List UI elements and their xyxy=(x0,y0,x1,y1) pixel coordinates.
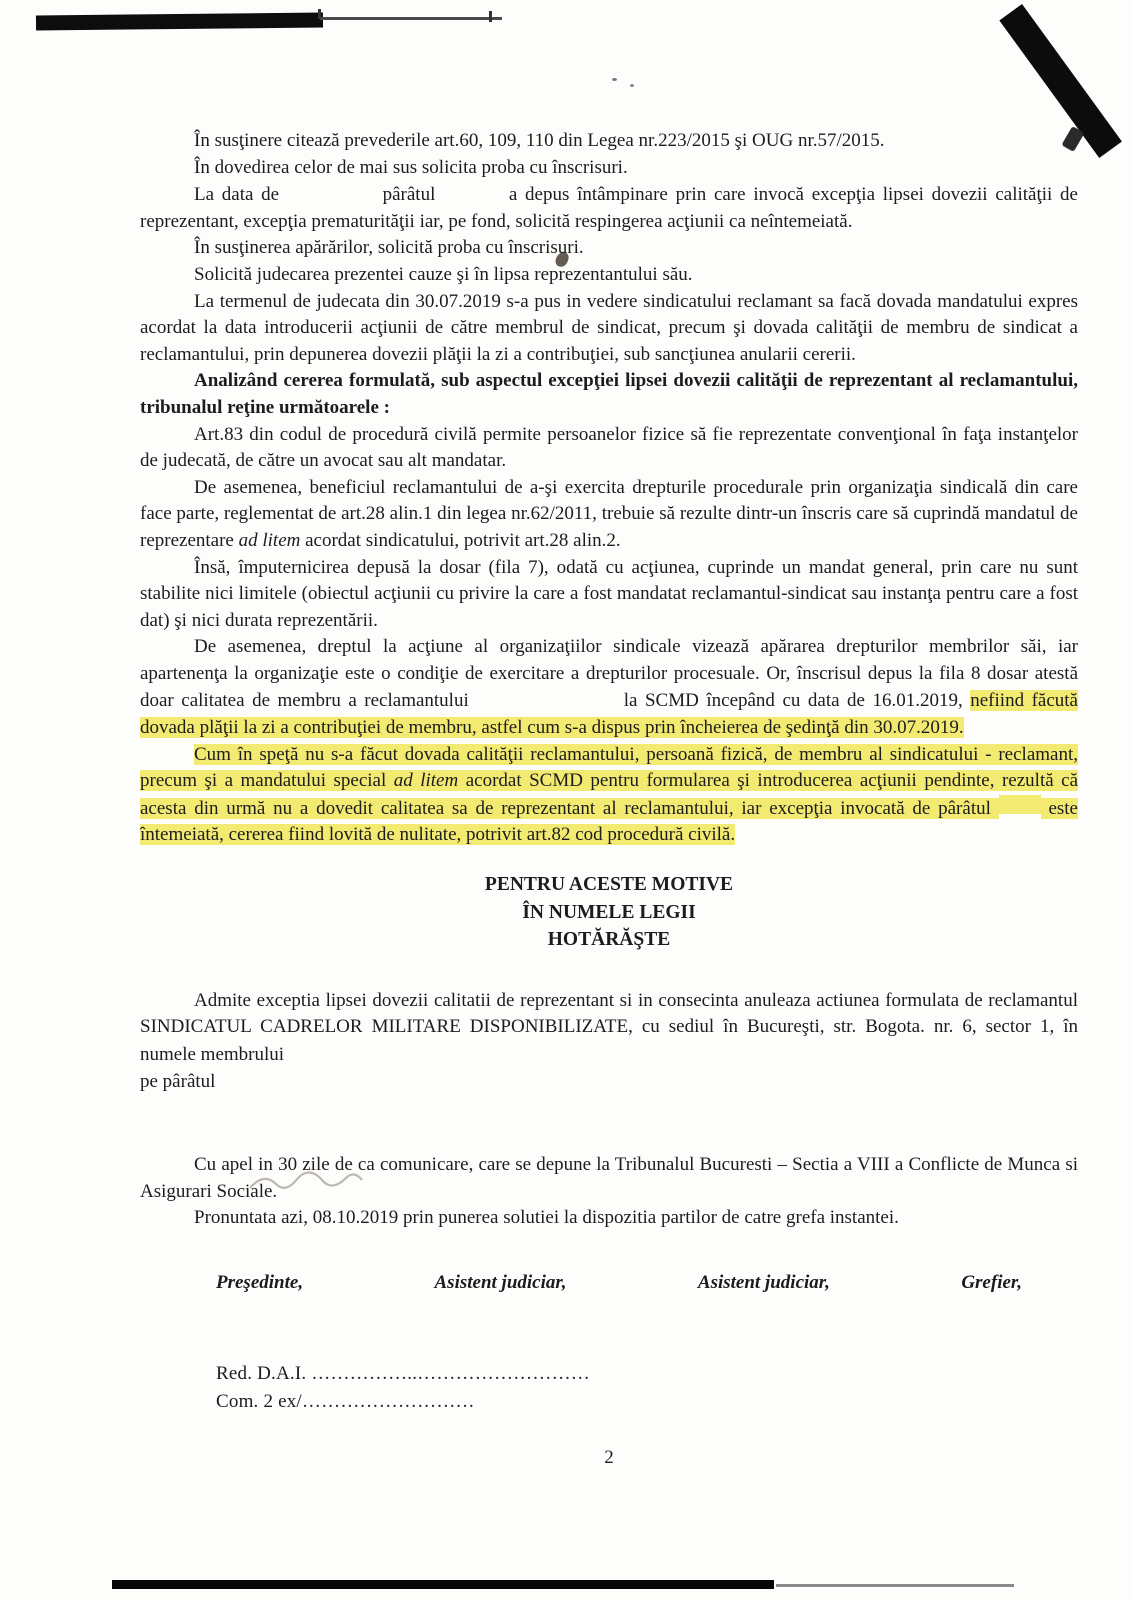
paragraph xyxy=(140,235,1078,262)
page-number: 2 xyxy=(604,1447,614,1469)
paragraph xyxy=(140,742,1078,849)
paragraph xyxy=(140,1205,1078,1232)
text-segment: acordat sindicatului, potrivit art.28 alin.2. xyxy=(300,529,621,551)
text-segment: În dovedirea celor de mai sus solicita proba cu înscrisuri. xyxy=(194,156,628,178)
redaction-gap xyxy=(289,1041,325,1060)
com-line: Com. 2 ex/……………………… xyxy=(216,1390,475,1412)
ruling-heading-line: HOTĂRĂŞTE xyxy=(547,929,671,951)
paragraph xyxy=(140,262,1078,289)
ruling-heading-line: PENTRU ACESTE MOTIVE xyxy=(484,874,734,896)
redaction-gap xyxy=(443,181,501,200)
text-segment: Pronuntata azi, 08.10.2019 prin punerea solutiei la dispozitia partilor de catre grefa instantei. xyxy=(194,1207,899,1229)
text-segment: La termenul de judecata din 30.07.2019 s-a pus in vedere sindicatului reclamant sa facă dovada mandatului expres acordat la data introducerii acţiunii de către membrul de sindicat, precum şi dovada calităţii de membru de sindicat a reclamantului, prin depunerea dovezii plăţii la zi a contribuţiei, sub sancţiunea anularii cererii. xyxy=(140,290,1078,365)
text-segment: este întemeiată, cererea fiind lovită de nulitate, potrivit art.82 cod procedură civilă. xyxy=(140,797,1078,846)
text-segment: ad litem xyxy=(238,529,301,551)
paragraph xyxy=(140,555,1078,635)
document-body-top xyxy=(140,128,1078,849)
scan-speck xyxy=(612,78,617,81)
redaction-gap xyxy=(220,1068,290,1087)
ruling-heading-line: ÎN NUMELE LEGII xyxy=(522,901,696,923)
text-segment: Analizând cererea formulată, sub aspectul excepţiei lipsei dovezii calităţii de reprezentant al reclamantului, tribunalul reţine următoarele : xyxy=(140,370,1078,418)
signature-row xyxy=(216,1270,1022,1297)
scan-bottom-bar xyxy=(112,1580,774,1589)
document-text xyxy=(140,128,1078,1472)
text-segment: Admite exceptia lipsei dovezii calitatii de reprezentant si in consecinta anuleaza actiunea formulata de reclamantul SINDICATUL CADRELOR MILITARE DISPONIBILIZATE, cu sediul în Bucureşti, str. Bogota. nr. 6, sector 1, în numele membrului xyxy=(140,989,1078,1065)
scan-top-line xyxy=(320,17,502,20)
text-segment: pârâtul xyxy=(374,184,444,206)
text-segment: Art.83 din codul de procedură civilă permite persoanelor fizice să fie reprezentate convenţional în faţa instanţelor de judecată, de către un avocat sau alt mandatar. xyxy=(140,423,1078,472)
signature-asistent-judiciar-2: Asistent judiciar, xyxy=(697,1271,830,1293)
paragraph xyxy=(140,181,1078,235)
paragraph xyxy=(140,422,1078,475)
scan-speck xyxy=(630,84,634,87)
text-segment: Cu apel in 30 zile de ca comunicare, care se depune la Tribunalul Bucuresti – Sectia a VIII a Conflicte de Munca si Asigurari Sociale. xyxy=(140,1153,1078,1202)
text-segment: Solicită judecarea prezentei cauze şi în lipsa reprezentantului său. xyxy=(194,263,693,285)
paragraph xyxy=(140,289,1078,369)
scan-tick-mark xyxy=(489,11,492,22)
text-segment: nefiind făcută dovada plăţii la zi a contribuţiei de membru, astfel cum s-a dispus prin încheierea de şedinţă din 30.07.2019. xyxy=(140,690,1078,739)
text-segment: acordat SCMD pentru formularea şi introducerea acţiunii pendinte, rezultă că acesta din urmă nu a dovedit calitatea sa de reprezentant al reclamantului, iar excepţia invocată de pârâtul xyxy=(140,770,1079,819)
redaction-gap xyxy=(476,687,616,706)
redaction-gap xyxy=(999,795,1041,814)
ruling-heading xyxy=(140,871,1078,954)
text-segment: Cum în speţă nu s-a făcut dovada calităţii reclamantului, persoană fizică, de membru al sindicatului - reclamant, precum şi a mandatului special xyxy=(140,743,1078,792)
drafting-notes xyxy=(216,1360,1078,1415)
text-segment: În susţinerea apărărilor, solicită proba cu înscrisuri. xyxy=(194,237,584,259)
redaction-gap xyxy=(287,181,375,200)
signature-presedinte: Preşedinte, xyxy=(216,1271,304,1293)
document-body-bottom xyxy=(140,988,1078,1232)
scan-tick-mark xyxy=(318,9,321,19)
paragraph xyxy=(140,1152,1078,1205)
text-segment: În susţinere citează prevederile art.60, 109, 110 din Legea nr.223/2015 şi OUG nr.57/2015. xyxy=(194,130,885,151)
signature-grefier: Grefier, xyxy=(961,1271,1022,1293)
paragraph xyxy=(140,155,1078,182)
text-segment: a depus întâmpinare prin care invocă excepţia lipsei dovezii calităţii de reprezentant, excepţia prematurităţii iar, pe fond, solicită respingerea acţiunii ca neîntemeiată. xyxy=(140,184,1078,232)
paragraph xyxy=(140,634,1078,741)
text-segment: la SCMD începând cu data de 16.01.2019, xyxy=(616,690,971,712)
text-segment: ad litem xyxy=(393,770,459,792)
text-segment: Însă, împuternicirea depusă la dosar (fila 7), odată cu acţiunea, cuprinde un mandat general, prin care nu sunt stabilite nici limitele (obiectul acţiunii cu privire la care a fost mandatat reclamantul-sindicat sau instanţa pentru care a fost dat) şi nici durata reprezentării. xyxy=(140,556,1078,631)
scan-bottom-line xyxy=(776,1584,1014,1587)
signature-asistent-judiciar-1: Asistent judiciar, xyxy=(434,1271,567,1293)
red-line: Red. D.A.I. ……………..……………………… xyxy=(216,1363,590,1385)
paragraph xyxy=(140,988,1078,1069)
paragraph xyxy=(140,368,1078,421)
text-segment: De asemenea, beneficiul reclamantului de a-şi exercita drepturile procedurale prin organizaţia sindicală din care face parte, reglementat de art.28 alin.1 din legea nr.62/2011, trebuie să rezulte dintr-un înscris care să cuprindă mandatul de reprezentare xyxy=(140,476,1078,551)
text-segment: De asemenea, dreptul la acţiune al organizaţiilor sindicale vizează apărarea drepturilor membrilor săi, iar apartenenţa la organizaţie este o condiţie de exercitare a drepturilor procesuale. Or, înscrisul depus la fila 8 dosar atestă doar calitatea de membru a reclamantului xyxy=(140,636,1078,712)
text-segment: pe pârâtul xyxy=(140,1071,221,1093)
paragraph xyxy=(140,1068,1078,1096)
text-segment: La data de xyxy=(194,184,287,206)
scan-top-bar xyxy=(36,12,323,30)
paragraph xyxy=(140,475,1078,555)
paragraph xyxy=(140,128,1078,155)
